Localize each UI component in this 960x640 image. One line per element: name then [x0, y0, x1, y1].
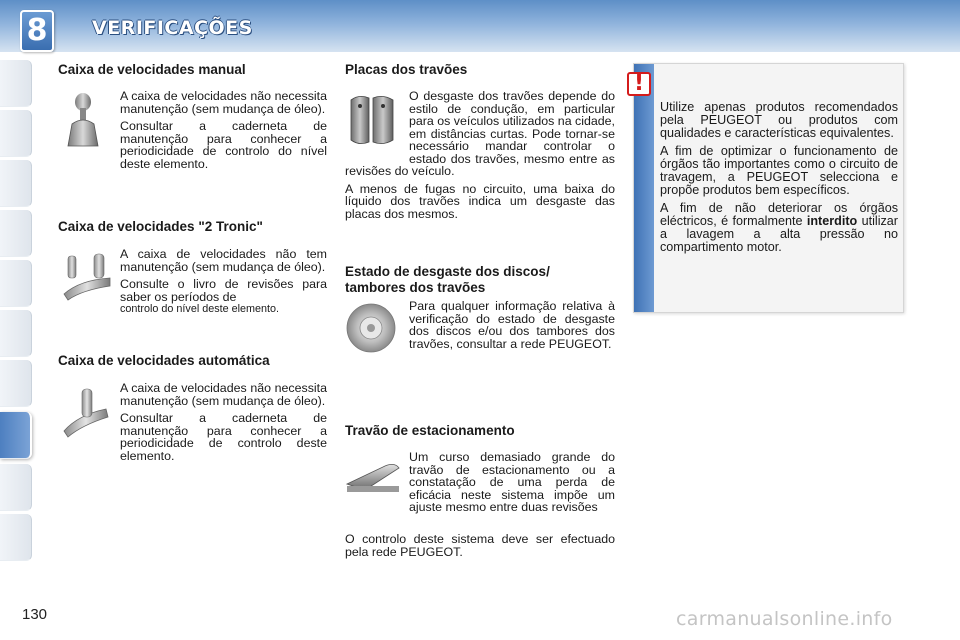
paragraph: Consulte o livro de revisões para saber os períodos de [120, 277, 327, 304]
discs-title-line1: Estado de desgaste dos discos/ [345, 264, 550, 279]
paragraph: Consultar a caderneta de manutenção para conhecer a periodicidade de controlo deste elemento. [120, 411, 327, 463]
side-tab[interactable] [0, 60, 32, 107]
tronic-gearbox-text [120, 248, 327, 321]
parking-brake-text [409, 451, 615, 514]
paragraph-small: controlo do nível deste elemento. [120, 303, 280, 315]
watermark: carmanualsonline.info [676, 608, 893, 630]
chapter-number-badge: 8 [20, 10, 54, 52]
page-number: 130 [22, 606, 48, 623]
chapter-side-tabs [0, 60, 34, 580]
discs-title-line2: tambores dos travões [345, 280, 486, 295]
warning-text [660, 101, 898, 259]
side-tab[interactable] [0, 110, 32, 157]
side-tab[interactable] [0, 360, 32, 407]
discs-drums-text [409, 300, 615, 355]
manual-gearbox-title: Caixa de velocidades manual [58, 62, 246, 77]
automatic-gearbox-text [120, 382, 327, 467]
side-tab[interactable] [0, 160, 32, 207]
tronic-gearbox-title: Caixa de velocidades "2 Tronic" [58, 219, 263, 234]
paragraph: A caixa de velocidades não tem manutenção (sem mudança de óleo). [120, 247, 327, 274]
paragraph: A caixa de velocidades não necessita manutenção (sem mudança de óleo). [120, 89, 327, 116]
side-tab[interactable] [0, 260, 32, 307]
manual-gear-lever-icon [58, 90, 104, 148]
paragraph: O desgaste dos travões depende do estilo de condução, em particular para os veículos utilizados na cidade, em distâncias curtas. Pode tornar-se necessário mandar controlar o estado dos travões, mesmo entre as revisões do veículo. [345, 89, 615, 178]
brake-disc-icon [345, 302, 397, 354]
paragraph: Um curso demasiado grande do travão de estacionamento ou a constatação de uma perda de eficácia neste sistema impõe um ajuste mesmo entre duas revisões [409, 450, 615, 514]
paragraph: Para qualquer informação relativa à verificação do estado de desgaste dos discos e/ou dos tambores dos travões, consultar a rede PEUGEOT. [409, 299, 615, 351]
side-tab-active[interactable] [0, 412, 32, 459]
emphasis-interdito: interdito [806, 214, 858, 228]
parking-brake-text-2 [345, 533, 615, 563]
automatic-gear-selector-icon [60, 385, 110, 439]
warning-exclamation-icon: ! [627, 72, 651, 96]
brake-pads-text [345, 90, 615, 225]
parking-brake-title: Travão de estacionamento [345, 423, 515, 438]
paragraph: A fim de optimizar o funcionamento de órgãos tão importantes como o circuito de travagem, a PEUGEOT selecciona e propõe produtos bem específicos. [660, 144, 898, 197]
parking-brake-lever-icon [345, 460, 403, 498]
paragraph: A caixa de velocidades não necessita manutenção (sem mudança de óleo). [120, 381, 327, 408]
manual-gearbox-text [120, 90, 327, 175]
paragraph: A fim de não deteriorar os órgãos eléctricos, é formalmente interdito utilizar a lavagem a alta pressão no compartimento motor. [660, 201, 899, 254]
side-tab[interactable] [0, 210, 32, 257]
side-tab[interactable] [0, 514, 32, 561]
paragraph: O controlo deste sistema deve ser efectuado pela rede PEUGEOT. [345, 532, 615, 559]
side-tab[interactable] [0, 464, 32, 511]
discs-drums-title [345, 264, 550, 296]
paragraph: A menos de fugas no circuito, uma baixa do líquido dos travões indica um desgaste das placas dos mesmos. [345, 181, 615, 221]
warning-box-strip [634, 64, 654, 312]
paragraph: Utilize apenas produtos recomendados pela PEUGEOT ou produtos com qualidades e características equivalentes. [660, 100, 898, 140]
automatic-gearbox-title: Caixa de velocidades automática [58, 353, 270, 368]
brake-pads-title: Placas dos travões [345, 62, 468, 77]
chapter-title: VERIFICAÇÕES [92, 17, 253, 39]
side-tab[interactable] [0, 310, 32, 357]
paragraph: Consultar a caderneta de manutenção para conhecer a periodicidade de controlo do nível deste elemento. [120, 119, 327, 171]
tronic-gear-selector-icon [60, 250, 114, 302]
